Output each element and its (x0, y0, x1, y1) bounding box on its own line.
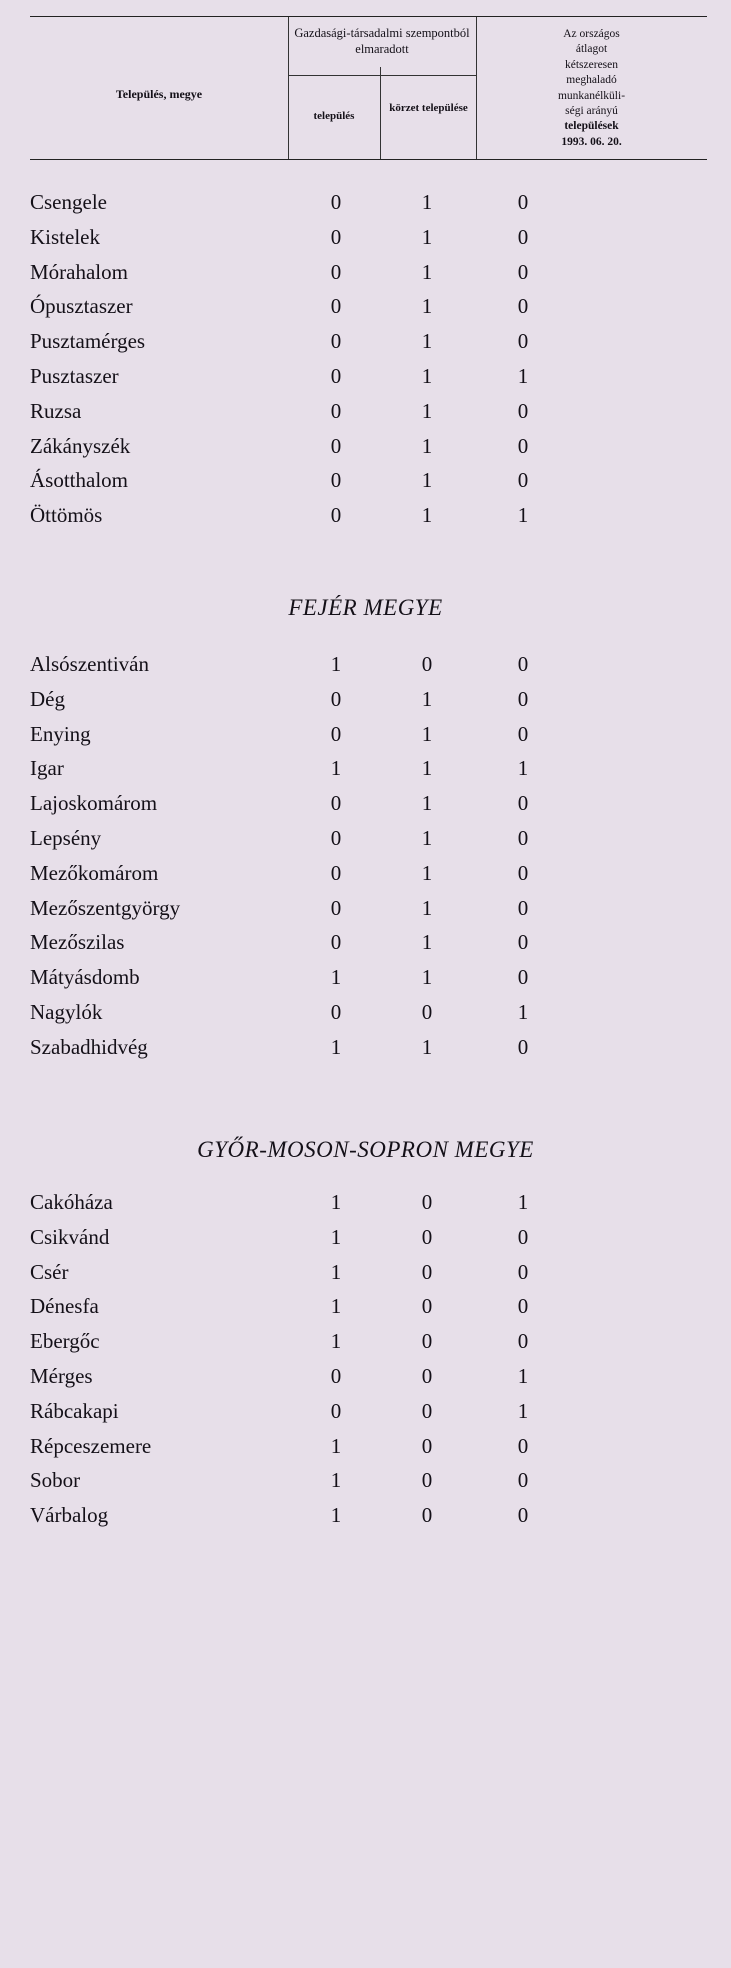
header-settlement-column (30, 17, 289, 159)
table-row (0, 1434, 731, 1468)
high-unemployment-value: 0 (517, 860, 529, 885)
backward-settlement-value: 1 (330, 965, 342, 990)
settlement-name: Mezőkomárom (30, 860, 159, 885)
settlement-name: Nagylók (30, 1000, 103, 1024)
high-unemployment-value: 0 (517, 1329, 529, 1354)
high-unemployment-value: 1 (517, 364, 529, 388)
high-unemployment-value: 0 (517, 1433, 529, 1458)
backward-district-value: 1 (421, 259, 433, 284)
backward-district-value: 0 (421, 1398, 433, 1423)
header-sub-district-label: körzet települése (389, 102, 468, 114)
high-unemployment-value: 0 (517, 721, 529, 746)
backward-district-value: 1 (421, 965, 433, 990)
header-unemp-line: kétszeresen (565, 58, 618, 71)
high-unemployment-value: 0 (517, 930, 529, 955)
settlement-name: Lepsény (30, 826, 102, 850)
backward-district-value: 1 (421, 294, 433, 319)
backward-district-value: 1 (421, 791, 433, 816)
table-row (0, 965, 731, 999)
header-sub-district (381, 67, 476, 159)
backward-district-value: 1 (421, 398, 433, 423)
header-unemp-line: meghaladó (566, 74, 617, 87)
backward-district-value: 0 (421, 1503, 433, 1528)
backward-settlement-value: 0 (330, 1398, 342, 1423)
settlement-name: Lajoskomárom (30, 791, 158, 816)
backward-district-value: 0 (421, 1364, 433, 1388)
table-row (0, 1260, 731, 1294)
settlement-name: Répceszemere (30, 1433, 152, 1458)
high-unemployment-value: 1 (517, 503, 529, 528)
header-unemp-line: települések (564, 120, 619, 133)
settlement-name: Mezőszentgyörgy (30, 895, 181, 920)
backward-district-value: 1 (421, 1034, 433, 1059)
backward-district-value: 0 (421, 1259, 433, 1284)
settlement-name: Csengele (30, 190, 107, 214)
settlement-name: Enying (30, 721, 91, 746)
high-unemployment-value: 0 (517, 965, 529, 990)
backward-district-value: 0 (421, 1224, 433, 1249)
backward-district-value: 1 (421, 826, 433, 850)
table-row (0, 1329, 731, 1363)
high-unemployment-value: 0 (517, 190, 529, 214)
settlement-name: Csér (30, 1259, 69, 1284)
high-unemployment-value: 0 (517, 826, 529, 850)
backward-district-value: 0 (421, 1468, 433, 1493)
backward-district-value: 1 (421, 364, 433, 388)
backward-settlement-value: 0 (330, 826, 342, 850)
backward-district-value: 1 (421, 686, 433, 711)
high-unemployment-value: 0 (517, 1503, 529, 1528)
settlement-name: Kistelek (30, 224, 100, 249)
table-row (0, 1000, 731, 1034)
backward-settlement-value: 1 (330, 1224, 342, 1249)
table-row (0, 1190, 731, 1224)
high-unemployment-value: 0 (517, 791, 529, 816)
backward-settlement-value: 1 (330, 652, 342, 676)
backward-district-value: 1 (421, 329, 433, 354)
high-unemployment-value: 0 (517, 1468, 529, 1493)
high-unemployment-value: 0 (517, 329, 529, 354)
backward-settlement-value: 1 (330, 1433, 342, 1458)
header-unemp-line: átlagot (575, 43, 608, 56)
high-unemployment-value: 0 (517, 433, 529, 458)
backward-settlement-value: 1 (330, 1468, 342, 1493)
county-heading: GYŐR-MOSON-SOPRON MEGYE (197, 1137, 534, 1162)
backward-settlement-value: 1 (330, 1259, 342, 1284)
header-unemployment-column (476, 17, 707, 159)
high-unemployment-value: 0 (517, 686, 529, 711)
settlement-name: Várbalog (30, 1503, 109, 1528)
backward-settlement-value: 0 (330, 190, 342, 214)
table-row (0, 826, 731, 860)
backward-settlement-value: 0 (330, 503, 342, 528)
backward-district-value: 1 (421, 756, 433, 781)
settlement-name: Dég (30, 686, 65, 711)
high-unemployment-value: 1 (517, 1190, 529, 1214)
backward-settlement-value: 0 (330, 1364, 342, 1388)
backward-settlement-value: 0 (330, 294, 342, 319)
backward-district-value: 1 (421, 468, 433, 493)
backward-district-value: 1 (421, 190, 433, 214)
header-sub-settlement (288, 67, 381, 159)
backward-district-value: 1 (421, 860, 433, 885)
settlement-name: Pusztaszer (30, 364, 119, 388)
settlement-name: Ebergőc (30, 1329, 100, 1354)
header-backward-group (288, 17, 477, 159)
settlement-name: Mátyásdomb (30, 965, 140, 990)
settlement-name: Alsószentiván (30, 652, 149, 676)
settlement-name: Mérges (30, 1364, 93, 1388)
backward-district-value: 0 (421, 1294, 433, 1319)
settlement-name: Szabadhidvég (30, 1034, 148, 1059)
table-row (0, 503, 731, 537)
table-row (0, 652, 731, 686)
backward-district-value: 0 (421, 1433, 433, 1458)
table-row (0, 1364, 731, 1398)
table-row (0, 294, 731, 328)
settlement-name: Igar (30, 756, 64, 781)
table-row (0, 1468, 731, 1502)
settlement-name: Öttömös (30, 503, 103, 528)
header-sub-settlement-label: település (313, 110, 355, 122)
table-row (0, 791, 731, 825)
backward-settlement-value: 1 (330, 1190, 342, 1214)
backward-settlement-value: 1 (330, 1329, 342, 1354)
backward-district-value: 1 (421, 433, 433, 458)
table-row (0, 1503, 731, 1537)
table-row (0, 434, 731, 468)
high-unemployment-value: 0 (517, 1224, 529, 1249)
backward-district-value: 0 (421, 1190, 433, 1214)
header-unemp-line: munkanélküli- (557, 89, 626, 102)
header-group-label: Gazdasági-társadalmi szempontból elmaradott (288, 25, 476, 76)
backward-settlement-value: 0 (330, 930, 342, 955)
backward-settlement-value: 0 (330, 791, 342, 816)
settlement-name: Ruzsa (30, 398, 82, 423)
backward-district-value: 0 (421, 652, 433, 676)
high-unemployment-value: 1 (517, 1364, 529, 1388)
header-unemployment-label (482, 27, 701, 150)
backward-settlement-value: 1 (330, 1294, 342, 1319)
backward-district-value: 1 (421, 503, 433, 528)
table-header (30, 16, 707, 160)
high-unemployment-value: 0 (517, 468, 529, 493)
table-row (0, 1225, 731, 1259)
settlement-name: Ópusztaszer (30, 294, 133, 319)
backward-district-value: 1 (421, 895, 433, 920)
county-heading: FEJÉR MEGYE (288, 595, 443, 620)
high-unemployment-value: 0 (517, 224, 529, 249)
high-unemployment-value: 0 (517, 1034, 529, 1059)
header-unemp-line: ségi arányú (565, 105, 618, 118)
table-row (0, 399, 731, 433)
settlement-name: Sobor (30, 1468, 81, 1493)
backward-settlement-value: 0 (330, 398, 342, 423)
settlement-name: Zákányszék (30, 433, 131, 458)
high-unemployment-value: 1 (517, 756, 529, 781)
high-unemployment-value: 0 (517, 652, 529, 676)
backward-settlement-value: 0 (330, 364, 342, 388)
table-row (0, 1035, 731, 1069)
high-unemployment-value: 1 (517, 1398, 529, 1423)
backward-settlement-value: 0 (330, 686, 342, 711)
table-row (0, 190, 731, 224)
settlement-name: Rábcakapi (30, 1398, 119, 1423)
backward-district-value: 1 (421, 721, 433, 746)
settlement-name: Ásotthalom (30, 468, 128, 493)
backward-settlement-value: 1 (330, 756, 342, 781)
table-row (0, 930, 731, 964)
backward-settlement-value: 1 (330, 1034, 342, 1059)
table-row (0, 861, 731, 895)
table-row (0, 468, 731, 502)
settlement-name: Pusztamérges (30, 329, 146, 354)
backward-settlement-value: 0 (330, 224, 342, 249)
backward-settlement-value: 0 (330, 860, 342, 885)
table-row (0, 896, 731, 930)
table-row (0, 722, 731, 756)
high-unemployment-value: 0 (517, 259, 529, 284)
backward-district-value: 0 (421, 1329, 433, 1354)
table-row (0, 687, 731, 721)
backward-district-value: 1 (421, 930, 433, 955)
table-row (0, 329, 731, 363)
high-unemployment-value: 0 (517, 398, 529, 423)
settlement-name: Csikvánd (30, 1224, 110, 1249)
table-row (0, 1294, 731, 1328)
high-unemployment-value: 0 (517, 1259, 529, 1284)
settlement-name: Dénesfa (30, 1294, 99, 1319)
table-row (0, 756, 731, 790)
high-unemployment-value: 0 (517, 1294, 529, 1319)
table-row (0, 225, 731, 259)
backward-settlement-value: 0 (330, 329, 342, 354)
backward-district-value: 0 (421, 1000, 433, 1024)
backward-settlement-value: 0 (330, 259, 342, 284)
high-unemployment-value: 0 (517, 895, 529, 920)
header-unemp-line: Az országos (563, 28, 620, 40)
table-row (0, 260, 731, 294)
table-row (0, 364, 731, 398)
backward-settlement-value: 0 (330, 895, 342, 920)
header-unemp-date: 1993. 06. 20. (561, 135, 622, 148)
header-settlement-label: Település, megye (115, 87, 203, 101)
high-unemployment-value: 0 (517, 294, 529, 319)
backward-district-value: 1 (421, 224, 433, 249)
settlement-name: Mórahalom (30, 259, 128, 284)
backward-settlement-value: 0 (330, 1000, 342, 1024)
settlement-name: Cakóháza (30, 1190, 113, 1214)
table-row (0, 1399, 731, 1433)
backward-settlement-value: 0 (330, 721, 342, 746)
high-unemployment-value: 1 (517, 1000, 529, 1024)
backward-settlement-value: 0 (330, 433, 342, 458)
settlement-name: Mezőszilas (30, 930, 125, 955)
backward-settlement-value: 0 (330, 468, 342, 493)
backward-settlement-value: 1 (330, 1503, 342, 1528)
